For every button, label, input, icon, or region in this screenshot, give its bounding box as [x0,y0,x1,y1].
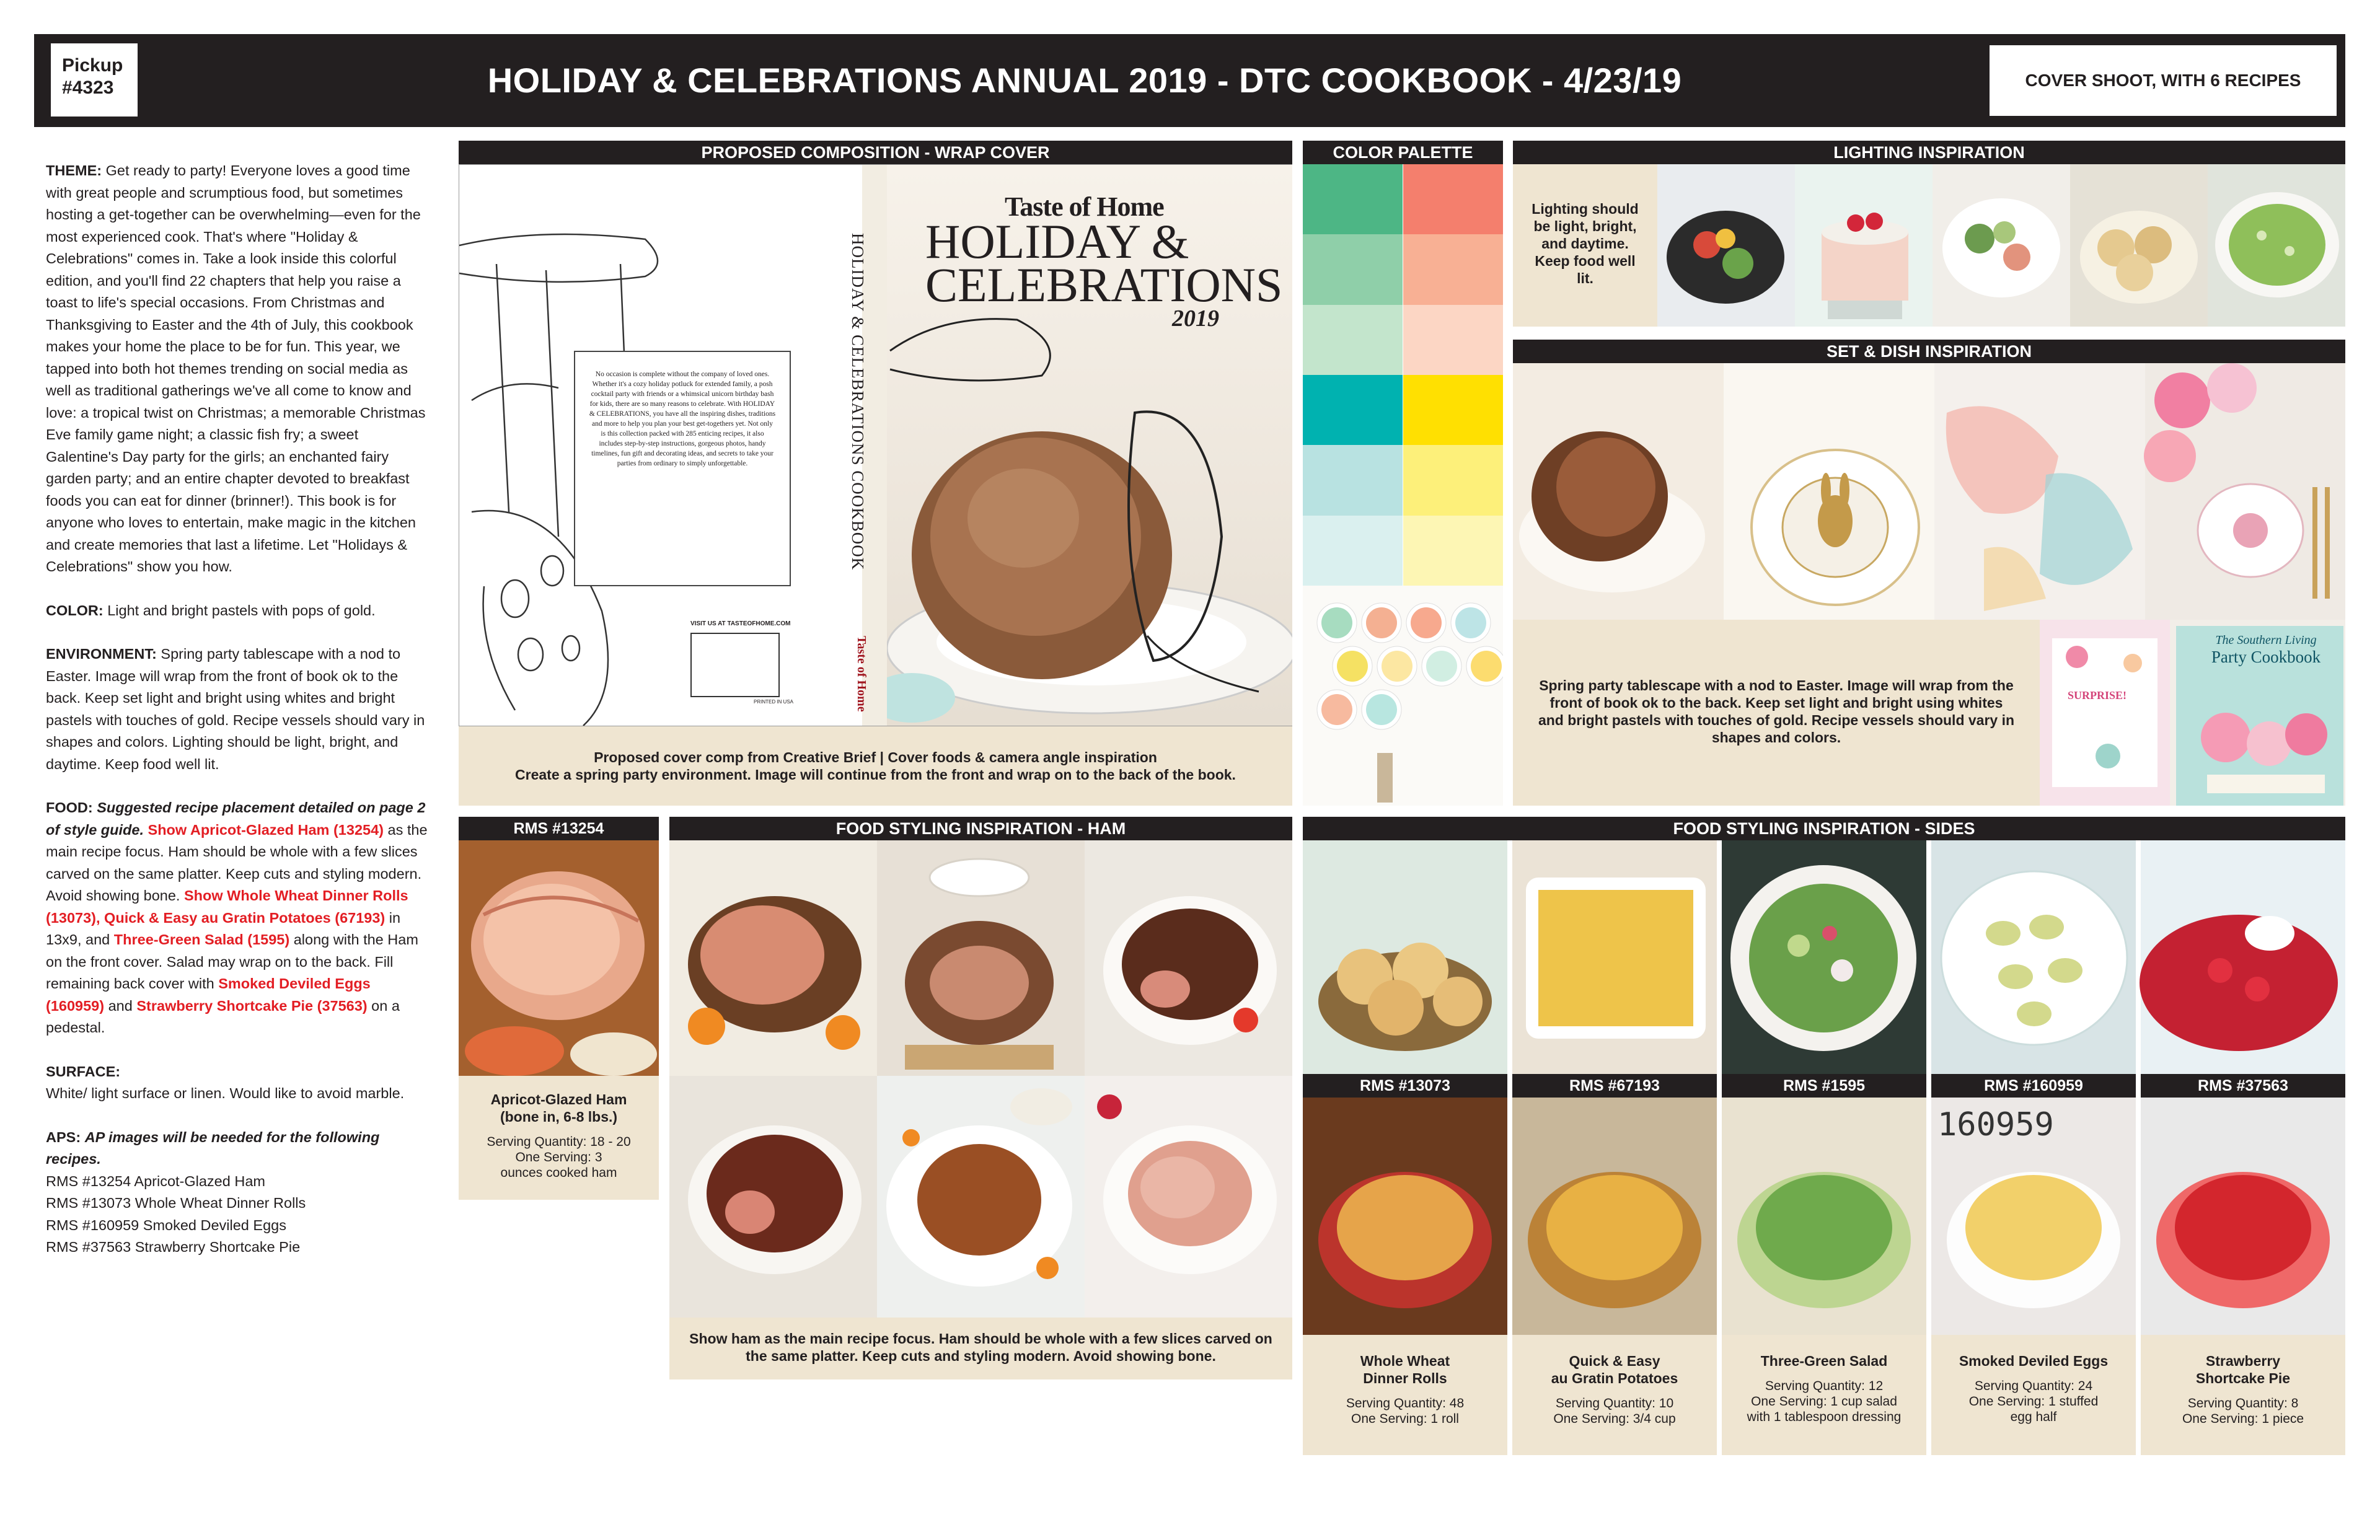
ham-recipe-name-2: (bone in, 6-8 lbs.) [500,1109,618,1125]
side-serving-qty: Serving Quantity: 48 [1346,1396,1465,1410]
palette-swatch [1403,375,1503,445]
aps-item: RMS #13254 Apricot-Glazed Ham [46,1173,265,1189]
side-recipe-info [2141,1335,2345,1455]
paint-brush [1377,753,1393,803]
paint-cups-photo [1303,586,1503,806]
aps-paragraph [46,1127,430,1259]
side-recipe-info [1931,1335,2136,1455]
side-recipe-info [1303,1335,1507,1455]
side-recipe-illustration [1303,1098,1507,1335]
aps-label: APS: [46,1129,81,1145]
ham-recipe-info [459,1076,659,1200]
lighting-photos [1657,164,2345,327]
party-book-cover [2195,633,2337,667]
palette-swatch [1303,305,1403,375]
aps-item: RMS #13073 Whole Wheat Dinner Rolls [46,1195,306,1211]
side-rms-label: RMS #1595 [1722,1074,1926,1098]
food-eggs: Smoked Deviled Eggs (160959) [46,975,371,1014]
cover-title-1: HOLIDAY & [925,214,1189,268]
composition-caption [459,726,1292,806]
front-cover [887,165,1292,726]
side-recipe-info [1722,1335,1926,1455]
surface-paragraph [46,1061,430,1105]
paint-cups-illustration [1303,586,1503,806]
food-rolls-potatoes: Show Whole Wheat Dinner Rolls (13073), Quick & Easy au Gratin Potatoes (67193) [46,887,408,926]
palette-swatch [1403,516,1503,586]
palette-swatch [1303,375,1403,445]
side-recipe-name-2: Shortcake Pie [2195,1370,2291,1386]
aps-item: RMS #160959 Smoked Deviled Eggs [46,1217,286,1233]
food-text-3: along with the Ham on the front cover. Salad may wrap on to the back. Fill remaining back cover with [46,931,418,992]
environment-label: ENVIRONMENT: [46,646,157,662]
ham-photo-grid [669,840,1292,1318]
spine-title: HOLIDAY & CELEBRATIONS COOKBOOK [848,233,867,571]
surface-label: SURFACE: [46,1063,121,1080]
side-one-serving: One Serving: 1 roll [1351,1412,1459,1426]
palette-swatch [1303,516,1403,586]
side-serving-qty: Serving Quantity: 12 [1765,1379,1884,1393]
paint-cup-color [1471,651,1502,682]
set-text-panel [1513,620,2040,806]
ham-one-serving: One Serving: 3 ounces cooked ham [500,1150,617,1180]
aps-note: AP images will be needed for the following recipes. [46,1129,380,1167]
surprise-text: SURPRISE! [2068,689,2127,702]
food-text-2: in 13x9, and [46,909,401,948]
food-text-4: and [108,997,133,1014]
side-recipe-name-1: Quick & Easy [1569,1353,1660,1369]
paint-cup-color [1366,694,1397,725]
barcode-placeholder [690,633,780,697]
side-one-serving: One Serving: 1 stuffed [1968,1394,2099,1409]
side-recipe-name-2: Dinner Rolls [1363,1370,1447,1386]
paint-cup-color [1382,651,1413,682]
pickup-label: Pickup [62,55,123,76]
ham-recipe-illustration [459,840,659,1076]
palette-swatch [1303,164,1403,234]
food-paragraph [46,797,430,1039]
side-recipe-name-1: Smoked Deviled Eggs [1959,1353,2109,1369]
caption-line-2: Create a spring party environment. Image will continue from the front and wrap on to the back of the book. [515,767,1236,783]
paint-cup-color [1411,607,1442,638]
egg-handwritten-note: 160959 [1937,1106,2054,1143]
palette-header: COLOR PALETTE [1303,141,1503,164]
color-paragraph [46,600,430,622]
ham-recipe-name-1: Apricot-Glazed Ham [490,1091,627,1107]
wrap-cover-comp [459,164,1292,726]
food-ham: Show Apricot-Glazed Ham (13254) [148,821,384,838]
palette-swatch [1403,305,1503,375]
ham-styling-text: Show ham as the main recipe focus. Ham should be whole with a few slices carved on the same platter. Keep cuts and styling modern. Avoid showing bone. [689,1331,1272,1364]
printed-in: PRINTED IN USA [754,699,794,705]
paint-cup-color [1321,694,1352,725]
side-recipe-illustration [2141,1098,2345,1335]
composition-header: PROPOSED COMPOSITION - WRAP COVER [459,141,1292,164]
page-title: HOLIDAY & CELEBRATIONS ANNUAL 2019 - DTC COOKBOOK - 4/23/19 [487,61,1682,100]
theme-label: THEME: [46,162,102,178]
side-rms-label: RMS #13073 [1303,1074,1507,1098]
side-recipe-name-1: Whole Wheat [1360,1353,1450,1369]
pickup-number: #4323 [62,77,114,98]
palette-swatch [1303,234,1403,304]
paint-cup-color [1337,651,1368,682]
side-recipe-photo [1722,1098,1926,1335]
side-recipe-name-1: Three-Green Salad [1760,1353,1888,1369]
lighting-header: LIGHTING INSPIRATION [1513,141,2345,164]
food-salad: Three-Green Salad (1595) [113,931,290,948]
theme-text: Get ready to party! Everyone loves a good time with great people and scrumptious food, but sometimes hosting a get-together can be overwhelming—even for the most experienced cook. That's where "Holiday & Celebrations" comes in. Take a look inside this colorful edition, and you'll find 22 chapters that help you raise a toast to life's special occasions. From Christmas and Thanksgiving to Easter and the 4th of July, this cookbook makes your home the place to be for fun. This year, we tapped into both hot themes trending on social media as well as traditional gatherings we've all come to know and love: a tropical twist on Christmas; a memorable Christmas Eve family game night; a classic fish fry; a sweet Galentine's Day party for the girls; an enchanted fairy garden party; and an entire chapter devoted to breakfast foods you can eat for dinner (brinner!). This book is for anyone who loves to entertain, make magic in the kitchen and create memories that last a lifetime. Let "Holidays & Celebrations" show you how. [46,162,426,574]
side-recipe-illustration [1512,1098,1717,1335]
set-photos [1513,363,2345,620]
color-label: COLOR: [46,602,104,618]
side-one-serving-2: with 1 tablespoon dressing [1747,1410,1902,1424]
set-text: Spring party tablescape with a nod to Easter. Image will wrap from the front of book ok to the back. Keep set light and bright using whites and bright pastels with touches of gold. Recipe vessels should vary in shapes and colors. [1538,677,2015,746]
side-serving-qty: Serving Quantity: 24 [1974,1379,2093,1393]
lighting-photo-strip [1657,164,2345,327]
food-text-5: on a pedestal. [46,997,400,1036]
palette-swatch [1403,234,1503,304]
cover-title-2: CELEBRATIONS [925,258,1283,312]
ham-rms-label: RMS #13254 [459,817,659,840]
cover-ham-photo [887,165,1292,726]
side-rms-label: RMS #37563 [2141,1074,2345,1098]
palette-swatches [1303,164,1503,586]
food-text-1: as the main recipe focus. Ham should be whole with a few slices carved on the same platter. Keep cuts and styling modern. Avoid showing bone. [46,821,428,904]
paint-cup-color [1321,607,1352,638]
palette-swatch [1303,445,1403,515]
paint-cup-color [1455,607,1486,638]
back-cover-blurb: No occasion is complete without the company of loved ones. Whether it's a cozy holiday potluck for extended family, a posh cocktail party with friends or a whimsical unicorn birthday bash for kids, there are so many reasons to celebrate. With HOLIDAY & CELEBRATIONS, you have all the inspiring dishes, traditions and more to help you plan your best get-togethers yet. Not only is this collection packed with 285 enticing recipes, it also includes step-by-step instructions, gorgeous photos, handy timelines, fun gift and decorating ideas, and secrets to take your parties from ordinary to simply unforgettable. [574,351,791,586]
sides-inspiration-strip [1303,840,2345,1074]
side-one-serving: One Serving: 1 cup salad [1751,1394,1897,1409]
ham-serving-qty: Serving Quantity: 18 - 20 [487,1135,631,1149]
side-recipe-photo [1512,1098,1717,1335]
side-recipe-photo [2141,1098,2345,1335]
book-title-2: Party Cookbook [2211,648,2321,666]
sides-inspiration-photos [1303,840,2345,1074]
paint-cup-color [1426,651,1457,682]
book-title-1: The Southern Living [2215,633,2317,647]
theme-paragraph [46,160,430,578]
side-recipe-info [1512,1335,1717,1455]
ham-styling-photos [669,840,1292,1318]
color-text: Light and bright pastels with pops of gold. [107,602,376,618]
palette-swatch [1403,445,1503,515]
lighting-text-panel [1513,164,1657,327]
side-serving-qty: Serving Quantity: 10 [1555,1396,1674,1410]
lighting-text: Lighting should be light, bright, and daytime. Keep food well lit. [1532,201,1639,286]
ham-recipe-photo [459,840,659,1076]
cover-year: 2019 [1172,306,1219,332]
side-one-serving-2: egg half [2010,1410,2057,1424]
side-recipe-illustration [1722,1098,1926,1335]
set-photo-strip [1513,363,2345,620]
food-note: Suggested recipe placement detailed on page 2 of style guide. [46,799,426,838]
creative-brief [46,160,430,1259]
side-recipe-name-2: au Gratin Potatoes [1551,1370,1678,1386]
environment-text: Spring party tablescape with a nod to Easter. Image will wrap from the front of book ok to the back. Keep set light and bright using whites and bright pastels with touches of gold. Recipe vessels should vary in shapes and colors. Lighting should be light, bright, and daytime. Keep food well lit. [46,646,425,772]
cover-brand: Taste of Home [1005,191,1164,222]
paint-cup-color [1366,607,1397,638]
surface-text: White/ light surface or linen. Would like to avoid marble. [46,1085,405,1101]
ham-styling-header: FOOD STYLING INSPIRATION - HAM [669,817,1292,840]
sides-header: FOOD STYLING INSPIRATION - SIDES [1303,817,2345,840]
aps-item: RMS #37563 Strawberry Shortcake Pie [46,1239,301,1255]
side-recipe-name-1: Strawberry [2205,1353,2281,1369]
spine-brand: Taste of Home [855,636,868,712]
pickup-badge [51,43,138,117]
caption-line-1: Proposed cover comp from Creative Brief | Cover foods & camera angle inspiration [594,749,1157,765]
side-rms-label: RMS #67193 [1512,1074,1717,1098]
side-one-serving: One Serving: 1 piece [2182,1412,2304,1426]
side-recipe-photo [1303,1098,1507,1335]
side-serving-qty: Serving Quantity: 8 [2187,1396,2299,1410]
food-pie: Strawberry Shortcake Pie (37563) [136,997,368,1014]
side-one-serving: One Serving: 3/4 cup [1553,1412,1676,1426]
ham-styling-caption [669,1318,1292,1379]
set-header: SET & DISH INSPIRATION [1513,340,2345,363]
environment-paragraph [46,643,430,775]
visit-url: VISIT US AT TASTEOFHOME.COM [690,620,791,627]
shoot-note: COVER SHOOT, WITH 6 RECIPES [1990,45,2337,116]
food-label: FOOD: [46,799,93,816]
palette-swatch [1403,164,1503,234]
side-rms-label: RMS #160959 [1931,1074,2136,1098]
party-book-photos [2040,620,2345,806]
